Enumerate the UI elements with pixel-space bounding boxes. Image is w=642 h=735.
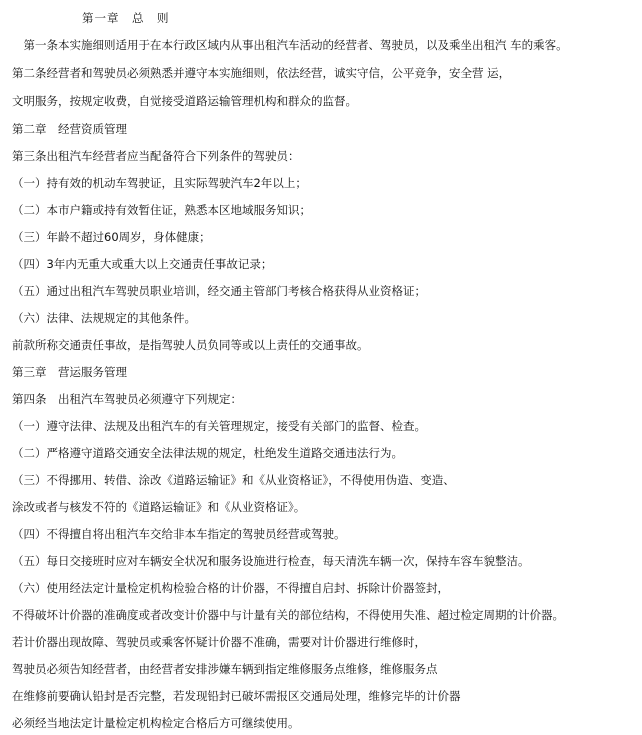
article-1-text: 第一条本实施细则适用于在本行政区域内从事出租汽车活动的经营者、驾驶员，以及乘坐出租汽 车的乘客。: [12, 38, 568, 52]
article-4-item-1: （一）遵守法律、法规及出租汽车的有关管理规定，接受有关部门的监督、检查。: [12, 419, 426, 433]
article-4-text: 第四条 出租汽车驾驶员必须遵守下列规定：: [12, 392, 242, 406]
article-3-item-1: （一）持有效的机动车驾驶证，且实际驾驶汽车2年以上；: [12, 176, 307, 190]
chapter-1-heading: 第一章 总 则: [82, 11, 170, 25]
article-3-item-4: （四）3年内无重大或重大以上交通责任事故记录；: [12, 257, 273, 271]
article-3-item-5: （五）通过出租汽车驾驶员职业培训，经交通主管部门考核合格获得从业资格证；: [12, 284, 426, 298]
article-4-item-2: （二）严格遵守道路交通安全法律法规的规定，杜绝发生道路交通违法行为。: [12, 446, 403, 460]
article-4-item-6-line-6: 必须经当地法定计量检定机构检定合格后方可继续使用。: [12, 716, 300, 730]
article-3-item-6: （六）法律、法规规定的其他条件。: [12, 311, 196, 325]
article-2-text-line-1: 第二条经营者和驾驶员必须熟悉并遵守本实施细则，依法经营，诚实守信，公平竞争，安全营 运，: [12, 66, 511, 80]
article-4-item-6-line-1: （六）使用经法定计量检定机构检验合格的计价器，不得擅自启封、拆除计价器签封，: [12, 581, 449, 595]
article-4-item-6-line-5: 在维修前要确认铅封是否完整，若发现铅封已破坏需报区交通局处理，维修完毕的计价器: [12, 689, 461, 703]
article-4-item-6-line-3: 若计价器出现故障、驾驶员或乘客怀疑计价器不准确，需要对计价器进行维修时，: [12, 635, 426, 649]
article-3-item-2: （二）本市户籍或持有效暂住证，熟悉本区地域服务知识；: [12, 203, 311, 217]
article-4-item-6-line-4: 驾驶员必须告知经营者，由经营者安排涉嫌车辆到指定维修服务点维修，维修服务点: [12, 662, 438, 676]
article-4-item-5: （五）每日交接班时应对车辆安全状况和服务设施进行检查，每天清洗车辆一次，保持车容车貌整洁。: [12, 554, 530, 568]
article-4-item-3-line-2: 涂改或者与核发不符的《道路运输证》和《从业资格证》。: [12, 500, 306, 514]
chapter-3-heading: 第三章 营运服务管理: [12, 365, 127, 379]
article-4-item-4: （四）不得擅自将出租汽车交给非本车指定的驾驶员经营或驾驶。: [12, 527, 346, 541]
article-3-text: 第三条出租汽车经营者应当配备符合下列条件的驾驶员：: [12, 149, 300, 163]
article-4-item-6-line-2: 不得破坏计价器的准确度或者改变计价器中与计量有关的部位结构，不得使用失准、超过检定周期的计价器。: [12, 608, 564, 622]
article-4-item-3-line-1: （三）不得挪用、转借、涂改《道路运输证》和《从业资格证》，不得使用伪造、变造、: [12, 473, 455, 487]
article-3-item-3: （三）年龄不超过60周岁，身体健康；: [12, 230, 211, 244]
article-3-note: 前款所称交通责任事故，是指驾驶人员负同等或以上责任的交通事故。: [12, 338, 369, 352]
article-2-text-line-2: 文明服务，按规定收费，自觉接受道路运输管理机构和群众的监督。: [12, 94, 357, 108]
chapter-2-heading: 第二章 经营资质管理: [12, 122, 127, 136]
